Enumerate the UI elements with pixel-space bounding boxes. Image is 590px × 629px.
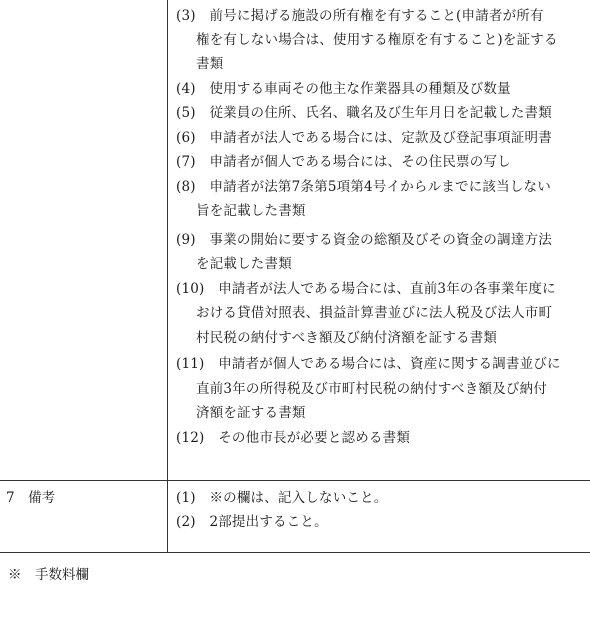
list-item: (6) 申請者が法人である場合には、定款及び登記事項証明書	[176, 130, 552, 146]
list-item: (7) 申請者が個人である場合には、その住民票の写し	[176, 154, 511, 170]
list-item-continuation: 村民税の納付すべき額及び納付済額を証する書類	[196, 330, 498, 346]
list-item-continuation: 旨を記載した書類	[196, 203, 306, 219]
fee-field-label: ※ 手数料欄	[8, 567, 89, 583]
list-item-continuation: 権を有しない場合は、使用する権原を有すること)を証する	[196, 32, 558, 48]
list-item: (3) 前号に掲げる施設の所有権を有すること(申請者が所有	[176, 8, 544, 24]
list-item: (12) その他市長が必要と認める書類	[176, 430, 411, 446]
row-divider-fee-top	[0, 552, 590, 553]
list-item: (8) 申請者が法第7条第5項第4号イからルまでに該当しない	[176, 179, 551, 195]
list-item: (9) 事業の開始に要する資金の総額及びその資金の調達方法	[176, 232, 552, 248]
remarks-label: 7 備考	[6, 490, 56, 506]
list-item-continuation: 書類	[196, 56, 224, 72]
list-item: (4) 使用する車両その他主な作業器具の種類及び数量	[176, 81, 511, 97]
list-item-continuation: 済額を証する書類	[196, 405, 306, 421]
asterisk-mark: ※	[8, 567, 22, 583]
list-item-continuation: を記載した書類	[196, 256, 292, 272]
row-divider-remarks-top	[0, 480, 590, 481]
list-item-continuation: おける貸借対照表、損益計算書並びに法人税及び法人市町	[196, 305, 553, 321]
list-item: (11) 申請者が個人である場合には、資産に関する調書並びに	[176, 356, 561, 372]
list-item: (10) 申請者が法人である場合には、直前3年の各事業年度に	[176, 281, 556, 297]
list-item-continuation: 直前3年の所得税及び市町村民税の納付すべき額及び納付	[196, 381, 548, 397]
list-item: (1) ※の欄は、記入しないこと。	[176, 490, 388, 506]
list-item: (5) 従業員の住所、氏名、職名及び生年月日を記載した書類	[176, 105, 552, 121]
list-item: (2) 2部提出すること。	[176, 514, 328, 530]
column-divider	[167, 0, 168, 552]
